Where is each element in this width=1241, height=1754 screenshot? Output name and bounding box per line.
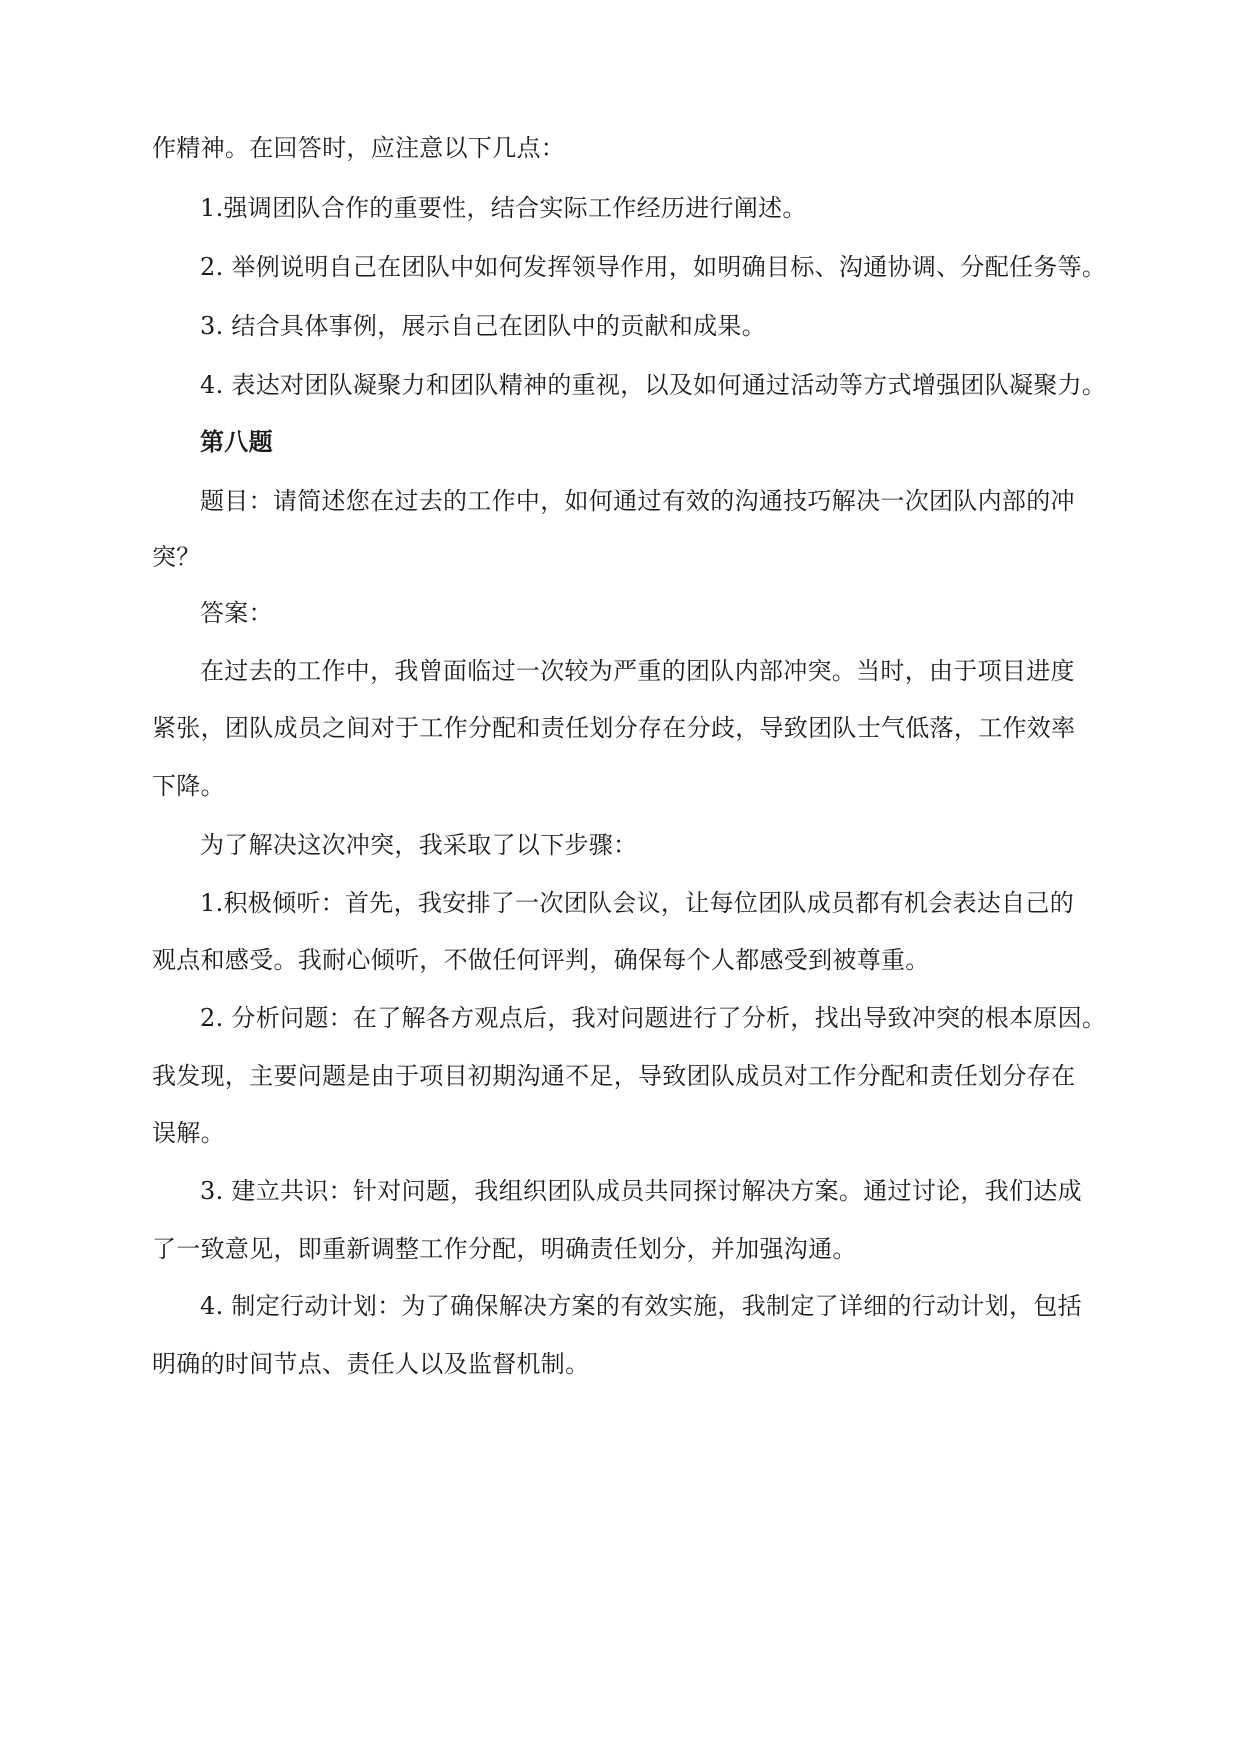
paragraph-line-intro: 作精神。在回答时，应注意以下几点： xyxy=(152,134,566,162)
answer-paragraph-line-1: 在过去的工作中，我曾面临过一次较为严重的团队内部冲突。当时，由于项目进度 xyxy=(200,657,1075,685)
step-4-line-1: 4. 制定行动计划：为了确保解决方案的有效实施，我制定了详细的行动计划，包括 xyxy=(200,1292,1082,1320)
step-2-line-3: 误解。 xyxy=(152,1119,225,1147)
step-2-line-1: 2. 分析问题：在了解各方观点后，我对问题进行了分析，找出导致冲突的根本原因。 xyxy=(200,1004,1107,1032)
step-1-line-1: 1.积极倾听：首先，我安排了一次团队会议，让每位团队成员都有机会表达自己的 xyxy=(200,889,1074,917)
step-4-line-2: 明确的时间节点、责任人以及监督机制。 xyxy=(152,1350,590,1378)
answer-paragraph-line-2: 紧张，团队成员之间对于工作分配和责任划分存在分歧，导致团队士气低落，工作效率 xyxy=(152,714,1076,742)
answer-paragraph-line-3: 下降。 xyxy=(152,772,225,800)
list-item-2: 2. 举例说明自己在团队中如何发挥领导作用，如明确目标、沟通协调、分配任务等。 xyxy=(200,253,1107,281)
step-3-line-2: 了一致意见，即重新调整工作分配，明确责任划分，并加强沟通。 xyxy=(152,1235,857,1263)
list-item-1: 1.强调团队合作的重要性，结合实际工作经历进行阐述。 xyxy=(200,194,807,222)
question-line-1: 题目：请简述您在过去的工作中，如何通过有效的沟通技巧解决一次团队内部的冲 xyxy=(200,487,1075,515)
document-page xyxy=(152,0,1107,1754)
step-1-line-2: 观点和感受。我耐心倾听，不做任何评判，确保每个人都感受到被尊重。 xyxy=(152,946,930,974)
list-item-3: 3. 结合具体事例，展示自己在团队中的贡献和成果。 xyxy=(200,312,767,340)
step-2-line-2: 我发现，主要问题是由于项目初期沟通不足，导致团队成员对工作分配和责任划分存在 xyxy=(152,1062,1076,1090)
list-item-4: 4. 表达对团队凝聚力和团队精神的重视，以及如何通过活动等方式增强团队凝聚力。 xyxy=(200,371,1107,399)
step-3-line-1: 3. 建立共识：针对问题，我组织团队成员共同探讨解决方案。通过讨论，我们达成 xyxy=(200,1177,1082,1205)
answer-label: 答案： xyxy=(200,599,273,627)
section-heading: 第八题 xyxy=(200,427,273,456)
question-line-2: 突？ xyxy=(152,543,201,571)
steps-intro: 为了解决这次冲突，我采取了以下步骤： xyxy=(200,831,638,859)
